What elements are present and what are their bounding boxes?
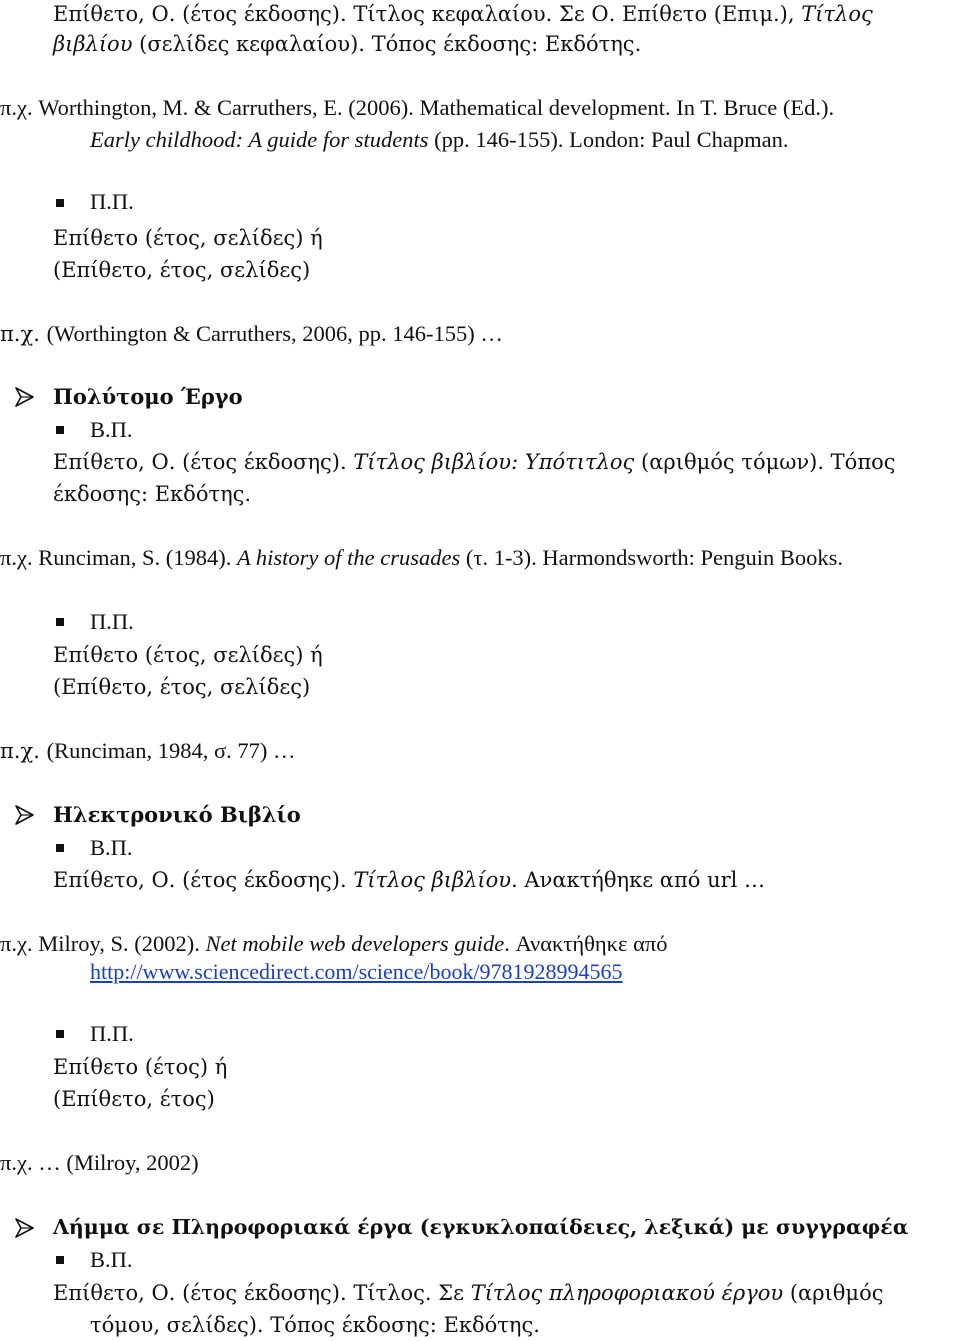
ebook-bp-label: Β.Π. <box>90 835 133 860</box>
reference-entry-heading: Λήμμα σε Πληροφοριακά έργα (εγκυκλοπαίδειες, λεξικά) με συγγραφέα <box>53 1215 909 1239</box>
example-text: π.χ. Milroy, S. (2002). <box>0 931 206 956</box>
ebook-example <box>0 930 668 958</box>
format-italic: Τίτλος βιβλίου: Υπότιτλος <box>353 450 635 474</box>
ebook-heading: Ηλεκτρονικό Βιβλίο <box>53 802 301 827</box>
ebook-pp-format-1: Επίθετο (έτος) ή <box>53 1055 228 1079</box>
square-bullet-icon <box>56 1256 64 1264</box>
multivolume-pp-label: Π.Π. <box>90 609 134 634</box>
ebook-example-url-line <box>90 958 623 986</box>
format-text: (αριθμός <box>783 1281 884 1305</box>
square-bullet-icon <box>56 1030 64 1038</box>
reference-entry-format-line-1 <box>53 1279 883 1307</box>
ebook-pp-example: π.χ. … (Milroy, 2002) <box>0 1150 199 1175</box>
example-citation: (Runciman, 1984, σ. 77) … <box>46 738 296 763</box>
chapter-example-line-2 <box>90 126 789 154</box>
square-bullet-icon <box>56 426 64 434</box>
format-text: Επίθετο, Ο. (έτος έκδοσης). <box>53 868 354 892</box>
multivolume-heading: Πολύτομο Έργο <box>53 384 243 409</box>
format-italic: Τίτλος βιβλίου <box>353 868 512 892</box>
reference-entry-format-line-2: τόμου, σελίδες). Τόπος έκδοσης: Εκδότης. <box>90 1313 540 1337</box>
ebook-url-link[interactable]: http://www.sciencedirect.com/science/book/9781928994565 <box>90 959 623 984</box>
chapter-format-line-2 <box>53 30 641 58</box>
example-text: (τ. 1-3). Harmondsworth: Penguin Books. <box>460 545 844 570</box>
chapter-format-italic-2: βιβλίου <box>53 32 133 56</box>
chapter-pp-label: Π.Π. <box>90 189 134 214</box>
chapter-pp-format-2: (Επίθετο, έτος, σελίδες) <box>53 258 311 282</box>
chapter-format-italic: Τίτλος <box>801 2 873 26</box>
example-citation: (Worthington & Carruthers, 2006, pp. 146-155) … <box>46 321 503 346</box>
chapter-pp-example <box>0 320 503 348</box>
chapter-format-text: Επίθετο, Ο. (έτος έκδοσης). Τίτλος κεφαλαίου. Σε Ο. Επίθετο (Επιμ.), <box>53 2 802 26</box>
chapter-example-text: (pp. 146-155). London: Paul Chapman. <box>428 127 789 152</box>
example-text: π.χ. Runciman, S. (1984). <box>0 545 237 570</box>
arrowhead-icon <box>14 1217 36 1239</box>
multivolume-format-line-1 <box>53 448 896 476</box>
multivolume-bp-label: Β.Π. <box>90 417 133 442</box>
format-text: Επίθετο, Ο. (έτος έκδοσης). Τίτλος. Σε <box>53 1281 471 1305</box>
reference-entry-bp-label: Β.Π. <box>90 1247 133 1272</box>
multivolume-pp-format-2: (Επίθετο, έτος, σελίδες) <box>53 675 311 699</box>
multivolume-format-line-2: έκδοσης: Εκδότης. <box>53 482 252 506</box>
square-bullet-icon <box>56 844 64 852</box>
ebook-pp-format-2: (Επίθετο, έτος) <box>53 1087 215 1111</box>
arrowhead-icon <box>14 386 36 408</box>
example-prefix: π.χ. <box>0 322 47 346</box>
chapter-pp-format-1: Επίθετο (έτος, σελίδες) ή <box>53 226 323 250</box>
square-bullet-icon <box>56 199 64 207</box>
square-bullet-icon <box>56 618 64 626</box>
arrowhead-icon <box>14 804 36 826</box>
chapter-format-line-1 <box>53 0 873 28</box>
format-text: . Ανακτήθηκε από url … <box>511 868 766 892</box>
example-prefix: π.χ. <box>0 739 47 763</box>
example-text: . Ανακτήθηκε από <box>504 931 668 956</box>
ebook-format <box>53 866 765 894</box>
multivolume-pp-format-1: Επίθετο (έτος, σελίδες) ή <box>53 643 323 667</box>
format-italic: Τίτλος πληροφοριακού έργου <box>470 1281 784 1305</box>
chapter-example-italic: Early childhood: A guide for students <box>90 127 429 152</box>
multivolume-pp-example <box>0 737 296 765</box>
format-text: Επίθετο, Ο. (έτος έκδοσης). <box>53 450 354 474</box>
format-text: (αριθμός τόμων). Τόπος <box>634 450 896 474</box>
example-italic: A history of the crusades <box>236 545 461 570</box>
chapter-example-line-1: π.χ. Worthington, M. & Carruthers, E. (2006). Mathematical development. In T. Bruce (Ed.). <box>0 95 835 120</box>
chapter-format-text-2: (σελίδες κεφαλαίου). Τόπος έκδοσης: Εκδότης. <box>132 32 642 56</box>
ebook-pp-label: Π.Π. <box>90 1021 134 1046</box>
example-italic: Net mobile web developers guide <box>205 931 505 956</box>
multivolume-example <box>0 544 843 572</box>
